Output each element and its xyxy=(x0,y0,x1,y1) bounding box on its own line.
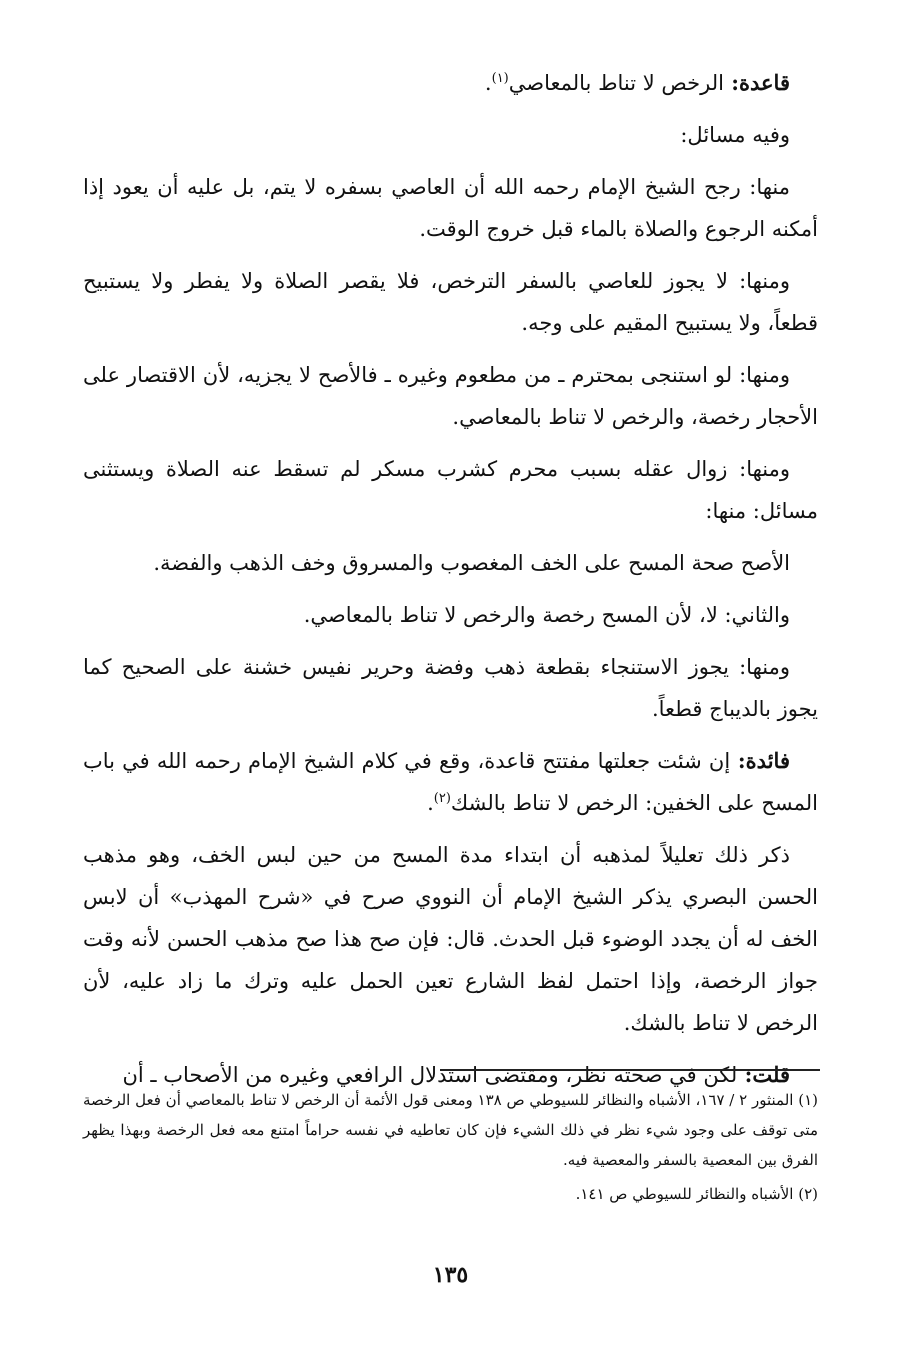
paragraph xyxy=(83,166,818,250)
paragraph-text: ومنها: لا يجوز للعاصي بالسفر الترخص، فلا يقصر الصلاة ولا يفطر ولا يستبيح قطعاً، ولا يستبيح المقيم على وجه. xyxy=(83,269,818,335)
paragraph-tail: . xyxy=(427,791,434,815)
footnotes xyxy=(83,1085,818,1213)
paragraph xyxy=(83,542,818,584)
paragraph-text: الأصح صحة المسح على الخف المغصوب والمسروق وخف الذهب والفضة. xyxy=(153,551,790,575)
paragraph-text: ومنها: زوال عقله بسبب محرم كشرب مسكر لم تسقط عنه الصلاة ويستثنى مسائل: منها: xyxy=(83,457,818,523)
paragraph-text: ومنها: يجوز الاستنجاء بقطعة ذهب وفضة وحرير نفيس خشنة على الصحيح كما يجوز بالديباج قطعاً. xyxy=(83,655,818,721)
qultu-heading: قلت: xyxy=(737,1062,790,1087)
footnote-divider xyxy=(440,1069,820,1071)
footnote-ref: (٢) xyxy=(433,791,451,806)
rule-heading: قاعدة: xyxy=(723,70,790,95)
paragraph-tail: . xyxy=(484,71,492,95)
paragraph-text: وفيه مسائل: xyxy=(680,123,790,147)
benefit-heading: فائدة: xyxy=(730,748,790,773)
paragraph-text: إن شئت جعلتها مفتتح قاعدة، وقع في كلام الشيخ الإمام رحمه الله في باب المسح على الخفين: الرخص لا تناط بالشك xyxy=(83,749,818,815)
paragraph-text: الرخص لا تناط بالمعاصي xyxy=(508,71,724,95)
main-text xyxy=(83,62,818,1106)
paragraph xyxy=(83,594,818,636)
footnote-ref: (١) xyxy=(491,71,509,86)
paragraph xyxy=(83,646,818,730)
paragraph xyxy=(83,834,818,1044)
paragraph xyxy=(83,260,818,344)
paragraph-text: ومنها: لو استنجى بمحترم ـ من مطعوم وغيره ـ فالأصح لا يجزيه، لأن الاقتصار على الأحجار رخصة، والرخص لا تناط بالمعاصي. xyxy=(83,363,818,429)
paragraph-text: ذكر ذلك تعليلاً لمذهبه أن ابتداء مدة المسح من حين لبس الخف، وهو مذهب الحسن البصري يذكر الشيخ الإمام أن النووي صرح في «شرح المهذب» أن لابس الخف له أن يجدد الوضوء قبل الحدث. قال: فإن صح هذا صح مذهب الحسن لأنه وقت جواز الرخصة، وإذا احتمل لفظ الشارع تعين الحمل عليه وترك ما زاد عليه، لأن الرخص لا تناط بالشك. xyxy=(83,843,818,1035)
paragraph xyxy=(83,62,818,104)
paragraph xyxy=(83,448,818,532)
paragraph-text: منها: رجح الشيخ الإمام رحمه الله أن العاصي بسفره لا يتم، بل عليه أن يعود إذا أمكنه الرجوع والصلاة بالماء قبل خروج الوقت. xyxy=(83,175,818,241)
paragraph-text: والثاني: لا، لأن المسح رخصة والرخص لا تناط بالمعاصي. xyxy=(303,603,790,627)
footnote: (٢) الأشباه والنظائر للسيوطي ص ١٤١. xyxy=(575,1185,818,1203)
page-number: ١٣٥ xyxy=(432,1262,469,1288)
paragraph xyxy=(83,114,818,156)
paragraph-text: لكن في صحته نظر، ومقتضى استدلال الرافعي وغيره من الأصحاب ـ أن xyxy=(122,1063,738,1087)
footnote: (١) المنثور ٢ / ١٦٧، الأشباه والنظائر للسيوطي ص ١٣٨ ومعنى قول الأئمة أن الرخص لا تناط بالمعاصي أن فعل الرخصة متى توقف على وجود شيء نظر في ذلك الشيء فإن كان تعاطيه في نفسه حراماً امتنع معه فعل الرخصة وبهذا يظهر الفرق بين المعصية بالسفر والمعصية فيه. xyxy=(83,1091,819,1169)
paragraph xyxy=(83,354,818,438)
paragraph xyxy=(83,740,818,824)
